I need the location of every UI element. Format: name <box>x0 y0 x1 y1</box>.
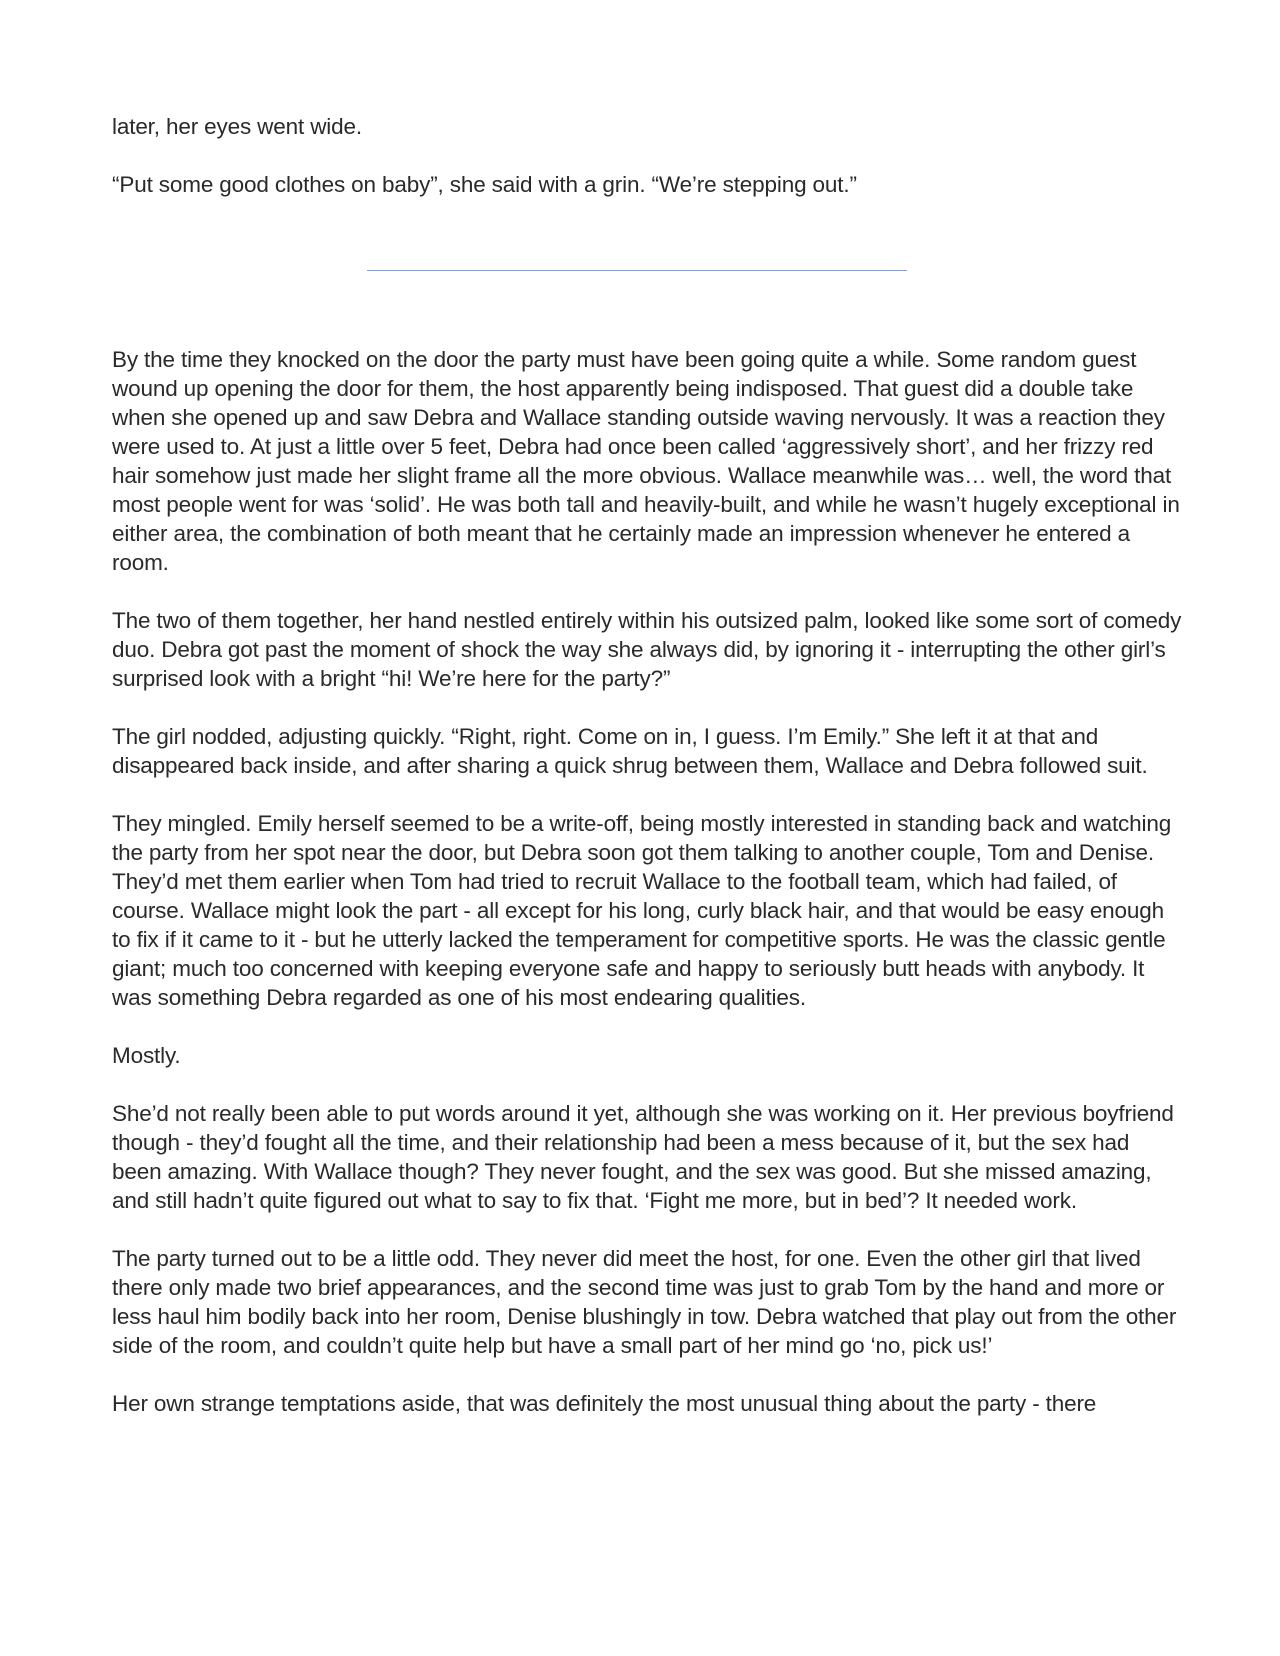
paragraph: Mostly. <box>112 1043 181 1068</box>
paragraph: They mingled. Emily herself seemed to be a write-off, being mostly interested in standing back and watching the party from her spot near the door, but Debra soon got them talking to another couple, Tom and Denise. They’d met them earlier when Tom had tried to recruit Wallace to the football team, which had failed, of course. Wallace might look the part - all except for his long, curly black hair, and that would be easy enough to fix if it came to it - but he utterly lacked the temperament for competitive sports. He was the classic gentle giant; much too concerned with keeping everyone safe and happy to seriously butt heads with anybody. It was something Debra regarded as one of his most endearing qualities. <box>112 811 1172 1010</box>
paragraph: The party turned out to be a little odd. They never did meet the host, for one. Even the other girl that lived there only made two brief appearances, and the second time was just to grab Tom by the hand and more or less haul him bodily back into her room, Denise blushingly in tow. Debra watched that play out from the other side of the room, and couldn’t quite help but have a small part of her mind go ‘no, pick us!’ <box>112 1246 1177 1358</box>
paragraph: She’d not really been able to put words around it yet, although she was working on it. Her previous boyfriend though - they’d fought all the time, and their relationship had been a mess because of it, but the sex had been amazing. With Wallace though? They never fought, and the sex was good. But she missed amazing, and still hadn’t quite figured out what to say to fix that. ‘Fight me more, but in bed’? It needed work. <box>112 1101 1174 1213</box>
section-divider <box>367 270 907 271</box>
paragraph: By the time they knocked on the door the party must have been going quite a while. Some random guest wound up opening the door for them, the host apparently being indisposed. That guest did a double take when she opened up and saw Debra and Wallace standing outside waving nervously. It was a reaction they were used to. At just a little over 5 feet, Debra had once been called ‘aggressively short’, and her frizzy red hair somehow just made her slight frame all the more obvious. Wallace meanwhile was… well, the word that most people went for was ‘solid’. He was both tall and heavily-built, and while he wasn’t hugely exceptional in either area, the combination of both meant that he certainly made an impression whenever he entered a room. <box>112 347 1180 575</box>
document-body <box>112 345 1182 1418</box>
paragraph: The two of them together, her hand nestled entirely within his outsized palm, looked like some sort of comedy duo. Debra got past the moment of shock the way she always did, by ignoring it - interrupting the other girl’s surprised look with a bright “hi! We’re here for the party?” <box>112 608 1182 691</box>
paragraph-dialogue: “Put some good clothes on baby”, she said with a grin. “We’re stepping out.” <box>112 172 857 197</box>
paragraph: Her own strange temptations aside, that was definitely the most unusual thing about the party - there <box>112 1391 1097 1416</box>
paragraph-continuation: later, her eyes went wide. <box>112 114 362 139</box>
paragraph: The girl nodded, adjusting quickly. “Right, right. Come on in, I guess. I’m Emily.” She left it at that and disappeared back inside, and after sharing a quick shrug between them, Wallace and Debra followed suit. <box>112 724 1148 778</box>
